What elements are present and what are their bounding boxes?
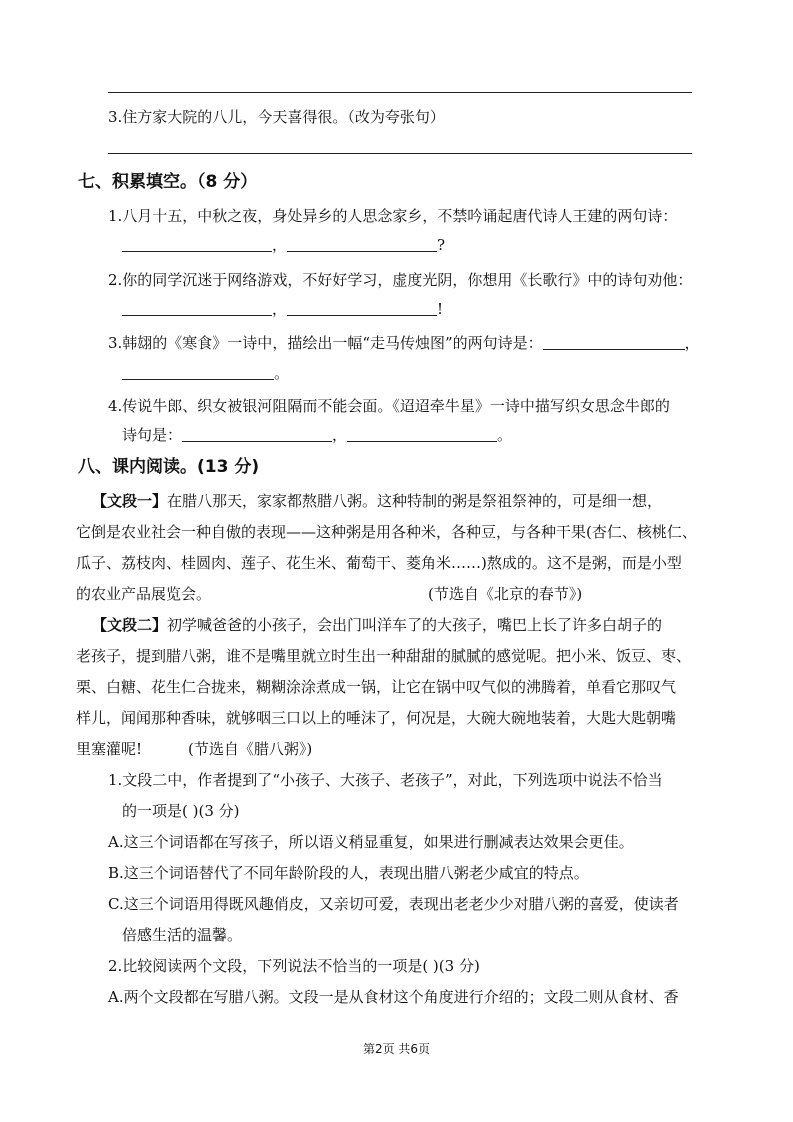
reading-q1-line-1: 1.文段二中，作者提到了“小孩子、大孩子、老孩子”，对此，下列选项中说法不恰当 [108, 771, 663, 789]
s7-question-4: 4.传说牛郎、织女被银河阻隔而不能会面。《迢迢牵牛星》一诗中描写织女思念牛郎的 [108, 397, 670, 415]
passage-2-source: (节选自《腊八粥》) [188, 740, 313, 758]
section-8-heading: 八、课内阅读。(13 分) [78, 457, 260, 477]
fill-blank[interactable] [287, 236, 437, 252]
answer-line [108, 92, 692, 93]
s7-question-2: 2.你的同学沉迷于网络游戏，不好好学习，虚度光阴，你想用《长歌行》中的诗句劝他： [108, 271, 693, 289]
fill-blank[interactable] [543, 334, 685, 350]
reading-q1-option-b[interactable]: B.这三个词语替代了不同年龄阶段的人，表现出腊八粥老少咸宜的特点。 [108, 864, 589, 882]
page-footer: 第2页 共6页 [362, 1042, 431, 1056]
reading-q1-option-c[interactable]: C.这三个词语用得既风趣俏皮，又亲切可爱，表现出老老少少对腊八粥的喜爱，使读者 [108, 895, 679, 913]
passage-1-line-2: 它倒是农业社会一种自傲的表现——这种粥是用各种米，各种豆，与各种干果(杏仁、核桃仁、 [76, 523, 697, 541]
reading-q2-line-1: 2.比较阅读两个文段，下列说法不恰当的一项是( )(3 分) [108, 957, 480, 975]
answer-line [108, 153, 692, 154]
section-7-heading: 七、积累填空。（8 分） [78, 172, 258, 192]
passage-2-line-4: 样儿，闻闻那种香味，就够咽三口以上的唾沫了，何况是，大碗大碗地装着，大匙大匙朝嘴 [76, 709, 677, 727]
fill-blank[interactable] [122, 364, 274, 380]
fill-blank[interactable] [122, 300, 272, 316]
reading-q1-option-a[interactable]: A.这三个词语都在写孩子，所以语义稍显重复，如果进行删减表达效果会更佳。 [108, 833, 634, 851]
reading-q2-option-a[interactable]: A.两个文段都在写腊八粥。文段一是从食材这个角度进行介绍的；文段二则从食材、香 [108, 988, 679, 1006]
passage-1-line-1: 【文段一】在腊八那天，家家都熬腊八粥。这种特制的粥是祭祖祭神的，可是细一想， [92, 492, 663, 510]
passage-2-line-1: 【文段二】初学喊爸爸的小孩子，会出门叫洋车了的大孩子，嘴巴上长了许多白胡子的 [92, 616, 663, 634]
fill-blank[interactable] [182, 426, 332, 442]
passage-1-line-3: 瓜子、荔枝肉、桂圆肉、莲子、花生米、葡萄干、菱角米……)熬成的。这不是粥，而是小型 [76, 554, 682, 572]
s7-q3-blank-line2: 。 [122, 363, 289, 383]
fill-blank[interactable] [122, 236, 272, 252]
passage-2-line-5: 里塞灌呢! [76, 740, 143, 758]
reading-q1-line-2: 的一项是( )(3 分) [122, 802, 240, 820]
s7-q4-line2: 诗句是： ， 。 [122, 426, 513, 444]
fill-blank[interactable] [287, 300, 437, 316]
passage-1-source: (节选自《北京的春节》) [428, 585, 583, 603]
fill-blank[interactable] [347, 426, 497, 442]
question-3: 3.住方家大院的八儿，今天喜得很。（改为夸张句） [108, 108, 445, 126]
s7-q2-blanks: ， ! [122, 299, 443, 319]
passage-1-line-4: 的农业产品展览会。 [76, 585, 212, 603]
reading-q1-option-c-cont: 倍感生活的温馨。 [122, 926, 243, 944]
s7-q1-blanks: ， ? [122, 235, 445, 255]
passage-2-line-3: 栗、白糖、花生仁合拢来，糊糊涂涂煮成一锅，让它在锅中叹气似的沸腾着，单看它那叹气 [76, 678, 677, 696]
passage-2-line-2: 老孩子，提到腊八粥，谁不是嘴里就立时生出一种甜甜的腻腻的感觉呢。把小米、饭豆、枣、 [76, 647, 692, 665]
s7-question-3: 3.韩翃的《寒食》一诗中，描绘出一幅“走马传烛图”的两句诗是： ， [108, 334, 700, 352]
passage-1-label: 【文段一】 [92, 492, 168, 510]
s7-question-1: 1.八月十五，中秋之夜，身处异乡的人思念家乡，不禁吟诵起唐代诗人王建的两句诗： [108, 207, 678, 225]
passage-2-label: 【文段二】 [92, 616, 168, 634]
